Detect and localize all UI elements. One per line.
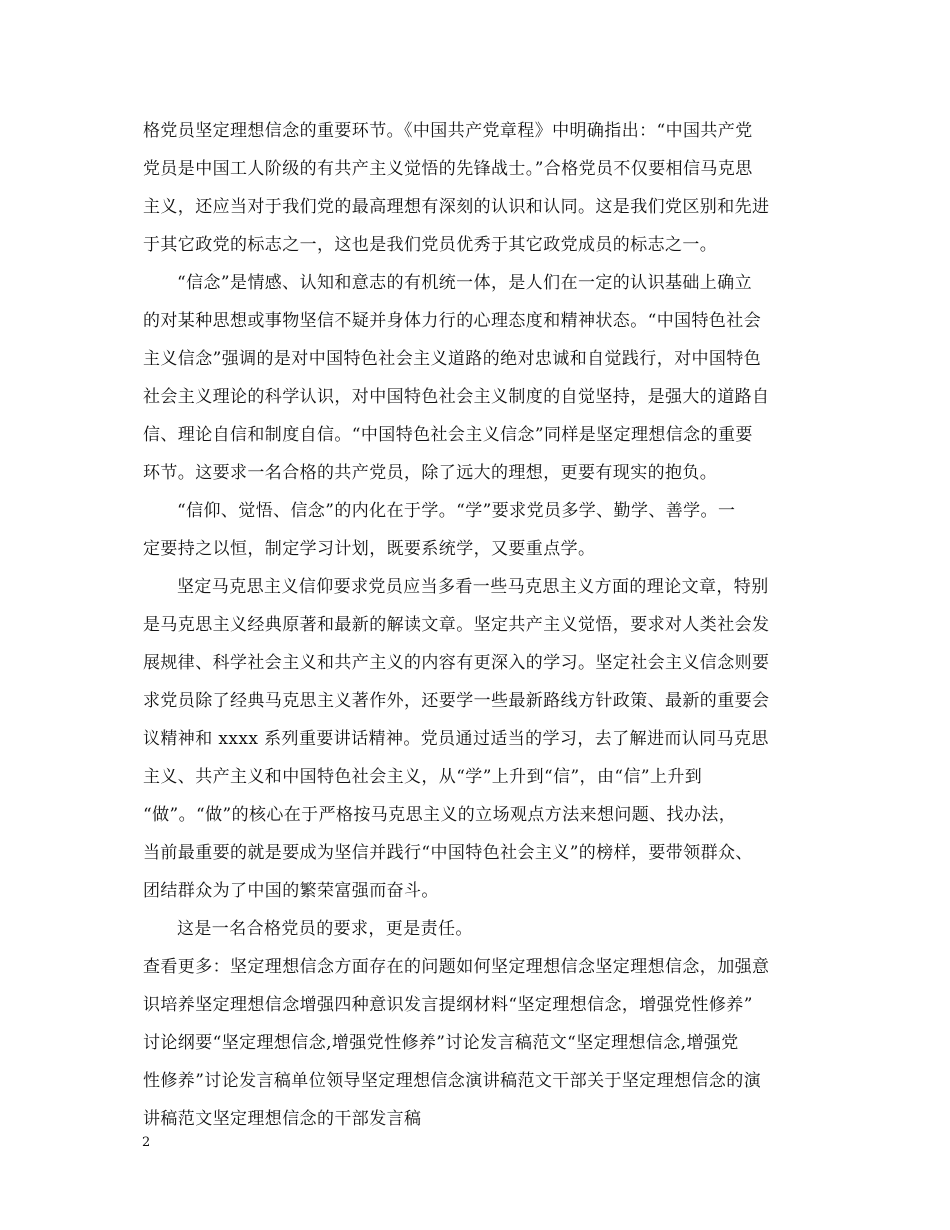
text-line: 主义、共产主义和中国特色社会主义，从“学”上升到“信”，由“信”上升到 — [143, 767, 703, 787]
text-line: 定要持之以恒，制定学习计划，既要系统学，又要重点学。 — [143, 539, 596, 559]
see-more-line: 识培养坚定理想信念增强四种意识发言提纲材料“坚定理想信念，增强党性修养” — [143, 995, 753, 1015]
text-line: 的对某种思想或事物坚信不疑并身体力行的心理态度和精神状态。“中国特色社会 — [143, 311, 762, 331]
text-line: 格党员坚定理想信念的重要环节。《中国共产党章程》中明确指出：“中国共产党 — [143, 121, 753, 141]
text-line: 当前最重要的就是要成为坚信并践行“中国特色社会主义”的榜样，要带领群众、 — [143, 843, 753, 863]
paragraph-start-line: “信念”是情感、认知和意志的有机统一体，是人们在一定的认识基础上确立 — [177, 273, 752, 293]
text-line: 于其它政党的标志之一，这也是我们党员优秀于其它政党成员的标志之一。 — [143, 235, 718, 255]
text-line: 展规律、科学社会主义和共产主义的内容有更深入的学习。坚定社会主义信念则要 — [143, 653, 770, 673]
text-line: 党员是中国工人阶级的有共产主义觉悟的先锋战士。”合格党员不仅要相信马克思 — [143, 159, 753, 179]
paragraph-start-line: 坚定马克思主义信仰要求党员应当多看一些马克思主义方面的理论文章，特别 — [177, 577, 769, 597]
document-body — [143, 112, 815, 1138]
see-more-line: 讲稿范文坚定理想信念的干部发言稿 — [143, 1109, 422, 1129]
text-line: 环节。这要求一名合格的共产党员，除了远大的理想，更要有现实的抱负。 — [143, 463, 718, 483]
text-line: 团结群众为了中国的繁荣富强而奋斗。 — [143, 881, 439, 901]
text-line: 社会主义理论的科学认识，对中国特色社会主义制度的自觉坚持，是强大的道路自 — [143, 387, 770, 407]
see-more-line: 讨论纲要“坚定理想信念,增强党性修养”讨论发言稿范文“坚定理想信念,增强党 — [143, 1033, 739, 1053]
paragraph-start-line: “信仰、觉悟、信念”的内化在于学。“学”要求党员多学、勤学、善学。一 — [177, 501, 736, 521]
text-line: 信、理论自信和制度自信。“中国特色社会主义信念”同样是坚定理想信念的重要 — [143, 425, 753, 445]
text-line: “做”。“做”的核心在于严格按马克思主义的立场观点方法来想问题、找办法， — [143, 805, 737, 825]
page-number: 2 — [142, 1135, 151, 1150]
text-line: 求党员除了经典马克思主义著作外，还要学一些最新路线方针政策、最新的重要会 — [143, 691, 770, 711]
text-line: 主义，还应当对于我们党的最高理想有深刻的认识和认同。这是我们党区别和先进 — [143, 197, 770, 217]
text-line: 议精神和 xxxx 系列重要讲话精神。党员通过适当的学习，去了解进而认同马克思 — [143, 729, 769, 749]
text-line: 主义信念”强调的是对中国特色社会主义道路的绝对忠诚和自觉践行，对中国特色 — [143, 349, 762, 369]
text-line: 是马克思主义经典原著和最新的解读文章。坚定共产主义觉悟，要求对人类社会发 — [143, 615, 770, 635]
see-more-line: 查看更多：坚定理想信念方面存在的问题如何坚定理想信念坚定理想信念，加强意 — [143, 957, 770, 977]
see-more-line: 性修养”讨论发言稿单位领导坚定理想信念演讲稿范文干部关于坚定理想信念的演 — [143, 1071, 762, 1091]
paragraph-start-line: 这是一名合格党员的要求，更是责任。 — [177, 919, 473, 939]
